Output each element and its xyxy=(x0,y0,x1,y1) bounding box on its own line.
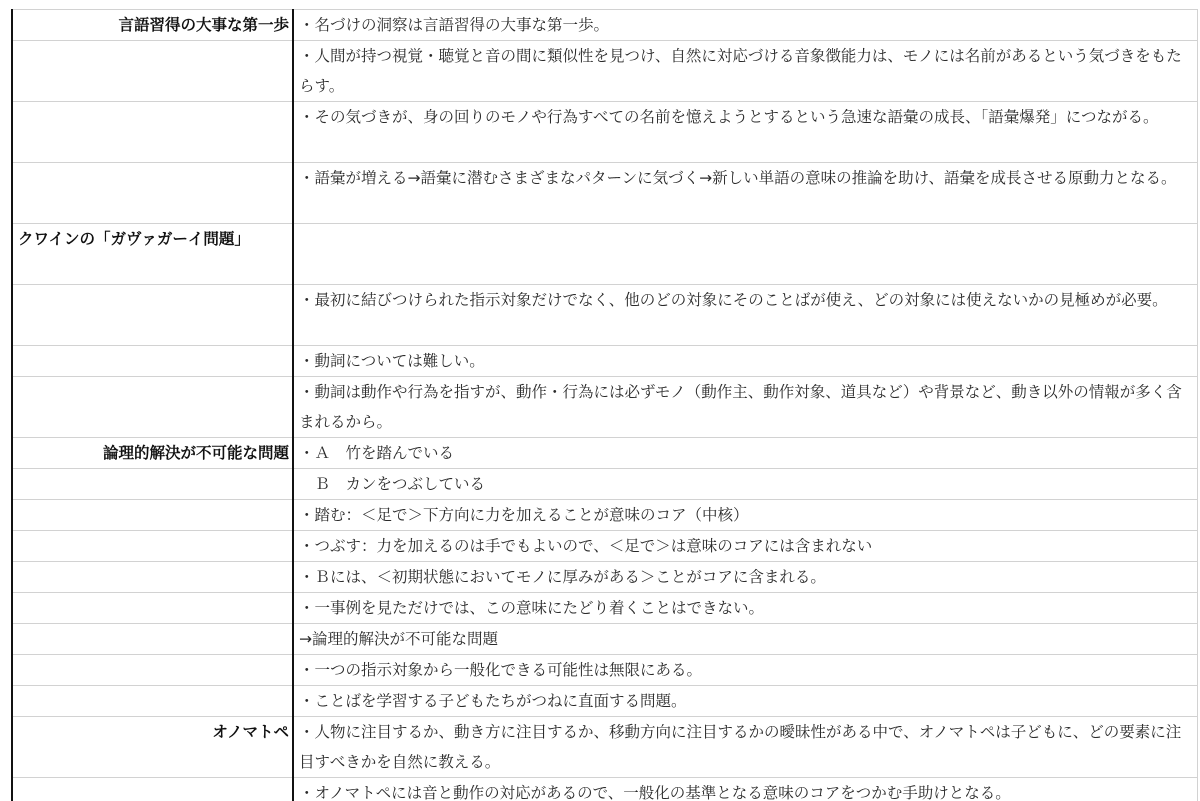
table-row xyxy=(12,224,1197,285)
note-cell[interactable]: ・動詞については難しい。 xyxy=(293,346,1197,377)
label-cell[interactable] xyxy=(12,163,293,224)
label-cell[interactable] xyxy=(12,377,293,438)
section-heading-cell[interactable]: 言語習得の大事な第一歩 xyxy=(12,10,293,41)
note-cell[interactable]: ・一つの指示対象から一般化できる可能性は無限にある。 xyxy=(293,655,1197,686)
note-cell[interactable]: →論理的解決が不可能な問題 xyxy=(293,624,1197,655)
note-cell[interactable]: ・Ｂには、＜初期状態においてモノに厚みがある＞ことがコアに含まれる。 xyxy=(293,562,1197,593)
note-cell[interactable]: ・一事例を見ただけでは、この意味にたどり着くことはできない。 xyxy=(293,593,1197,624)
table-row xyxy=(12,624,1197,655)
table-row xyxy=(12,285,1197,346)
note-cell[interactable]: ・Ａ 竹を踏んでいる xyxy=(293,438,1197,469)
label-cell[interactable] xyxy=(12,562,293,593)
label-cell[interactable] xyxy=(12,593,293,624)
label-cell[interactable] xyxy=(12,102,293,163)
label-cell[interactable] xyxy=(12,655,293,686)
table-row xyxy=(12,346,1197,377)
table-row xyxy=(12,593,1197,624)
note-cell[interactable]: ・つぶす：力を加えるのは手でもよいので、＜足で＞は意味のコアには含まれない xyxy=(293,531,1197,562)
section-heading-cell[interactable]: オノマトペ xyxy=(12,717,293,778)
table-row xyxy=(12,102,1197,163)
table-row xyxy=(12,655,1197,686)
note-cell[interactable]: ・オノマトペには音と動作の対応があるので、一般化の基準となる意味のコアをつかむ手助けとなる。 xyxy=(293,778,1197,801)
label-cell[interactable] xyxy=(12,346,293,377)
table-row xyxy=(12,41,1197,102)
table-row xyxy=(12,778,1197,801)
table-row xyxy=(12,531,1197,562)
note-cell[interactable]: ・最初に結びつけられた指示対象だけでなく、他のどの対象にそのことばが使え、どの対象には使えないかの見極めが必要。 xyxy=(293,285,1197,346)
label-cell[interactable] xyxy=(12,500,293,531)
label-cell[interactable] xyxy=(12,686,293,717)
section-heading-cell[interactable]: 論理的解決が不可能な問題 xyxy=(12,438,293,469)
table-row xyxy=(12,163,1197,224)
label-cell[interactable] xyxy=(12,624,293,655)
note-cell[interactable]: ・人物に注目するか、動き方に注目するか、移動方向に注目するかの曖昧性がある中で、オノマトペは子どもに、どの要素に注目すべきかを自然に教える。 xyxy=(293,717,1197,778)
label-cell[interactable] xyxy=(12,531,293,562)
label-cell[interactable] xyxy=(12,285,293,346)
note-cell[interactable]: ・名づけの洞察は言語習得の大事な第一歩。 xyxy=(293,10,1197,41)
note-cell[interactable]: ・人間が持つ視覚・聴覚と音の間に類似性を見つけ、自然に対応づける音象徴能力は、モノには名前があるという気づきをもたらす。 xyxy=(293,41,1197,102)
note-cell[interactable]: ・踏む：＜足で＞下方向に力を加えることが意味のコア（中核） xyxy=(293,500,1197,531)
note-cell[interactable]: ・語彙が増える→語彙に潜むさまざまなパターンに気づく→新しい単語の意味の推論を助け、語彙を成長させる原動力となる。 xyxy=(293,163,1197,224)
note-cell[interactable]: ・その気づきが、身の回りのモノや行為すべての名前を憶えようとするという急速な語彙の成長、「語彙爆発」につながる。 xyxy=(293,102,1197,163)
note-cell[interactable]: ・動詞は動作や行為を指すが、動作・行為には必ずモノ（動作主、動作対象、道具など）や背景など、動き以外の情報が多く含まれるから。 xyxy=(293,377,1197,438)
table-row xyxy=(12,717,1197,778)
table-row xyxy=(12,469,1197,500)
label-cell[interactable] xyxy=(12,41,293,102)
notes-table-body xyxy=(12,10,1197,801)
table-row xyxy=(12,10,1197,41)
table-row xyxy=(12,438,1197,469)
label-cell[interactable] xyxy=(12,469,293,500)
note-cell[interactable] xyxy=(293,224,1197,285)
note-cell[interactable]: Ｂ カンをつぶしている xyxy=(293,469,1197,500)
table-row xyxy=(12,500,1197,531)
table-row xyxy=(12,686,1197,717)
table-row xyxy=(12,562,1197,593)
notes-table xyxy=(11,9,1198,801)
section-heading-cell[interactable]: クワインの「ガヴァガーイ問題」 xyxy=(12,224,293,285)
table-row xyxy=(12,377,1197,438)
label-cell[interactable] xyxy=(12,778,293,801)
note-cell[interactable]: ・ことばを学習する子どもたちがつねに直面する問題。 xyxy=(293,686,1197,717)
